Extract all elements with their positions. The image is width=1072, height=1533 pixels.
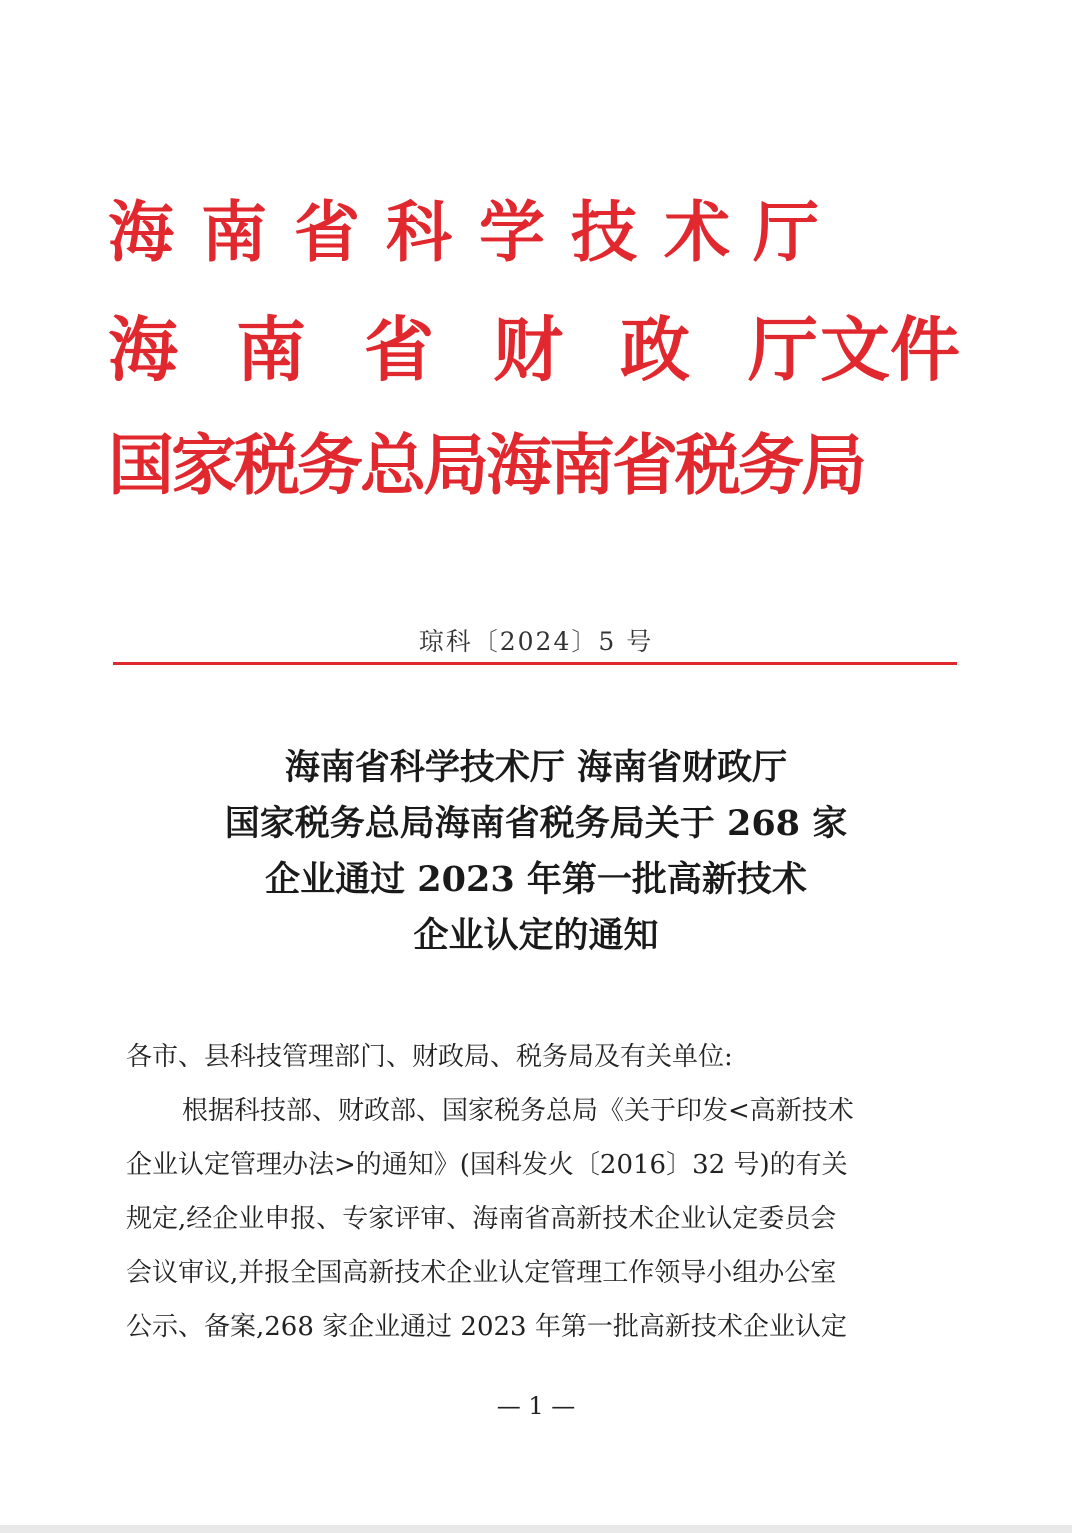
body-line: 会议审议,并报全国高新技术企业认定管理工作领导小组办公室: [126, 1258, 837, 1288]
issuer-char: 省: [294, 193, 360, 271]
title-line: 企业通过 2023 年第一批高新技术: [265, 859, 807, 900]
issuer-char: 件: [890, 308, 960, 391]
body-line: 企业认定管理办法>的通知》(国科发火〔2016〕32 号)的有关: [126, 1150, 848, 1180]
issuer-char: 文: [820, 308, 890, 391]
page-number: — 1 —: [496, 1392, 576, 1420]
issuer-char: 术: [664, 193, 730, 271]
issuer-char: 省: [364, 308, 434, 391]
salutation: 各市、县科技管理部门、财政局、税务局及有关单位:: [126, 1042, 733, 1072]
issuer-char: 海: [108, 193, 174, 271]
body-line: 根据科技部、财政部、国家税务总局《关于印发<高新技术: [182, 1096, 854, 1126]
issuer-line-tax-bureau: 国家税务总局海南省税务局: [108, 426, 864, 504]
issuer-char: 厅: [753, 193, 819, 271]
issuer-char: 南: [201, 193, 267, 271]
issuer-char: 政: [620, 308, 690, 391]
document-body: [126, 1030, 932, 1354]
scan-bottom-edge: [0, 1525, 1072, 1533]
issuer-char: 财: [493, 308, 563, 391]
issuer-char: 海: [108, 308, 178, 391]
red-divider: [113, 662, 957, 665]
body-line: 公示、备案,268 家企业通过 2023 年第一批高新技术企业认定: [126, 1312, 847, 1342]
issuer-char: 技: [571, 193, 637, 271]
issuer-char: 南: [236, 308, 306, 391]
body-line: 规定,经企业申报、专家评审、海南省高新技术企业认定委员会: [126, 1204, 837, 1234]
issuer-char: 科: [386, 193, 452, 271]
document-title: [0, 740, 1072, 964]
title-line: 国家税务总局海南省税务局关于 268 家: [224, 803, 848, 844]
document-number: 琼科〔2024〕5 号: [418, 627, 654, 656]
title-line: 企业认定的通知: [413, 915, 659, 956]
issuer-char: 学: [479, 193, 545, 271]
title-line: 海南省科学技术厅 海南省财政厅: [284, 747, 788, 788]
issuer-char: 厅: [748, 308, 818, 391]
